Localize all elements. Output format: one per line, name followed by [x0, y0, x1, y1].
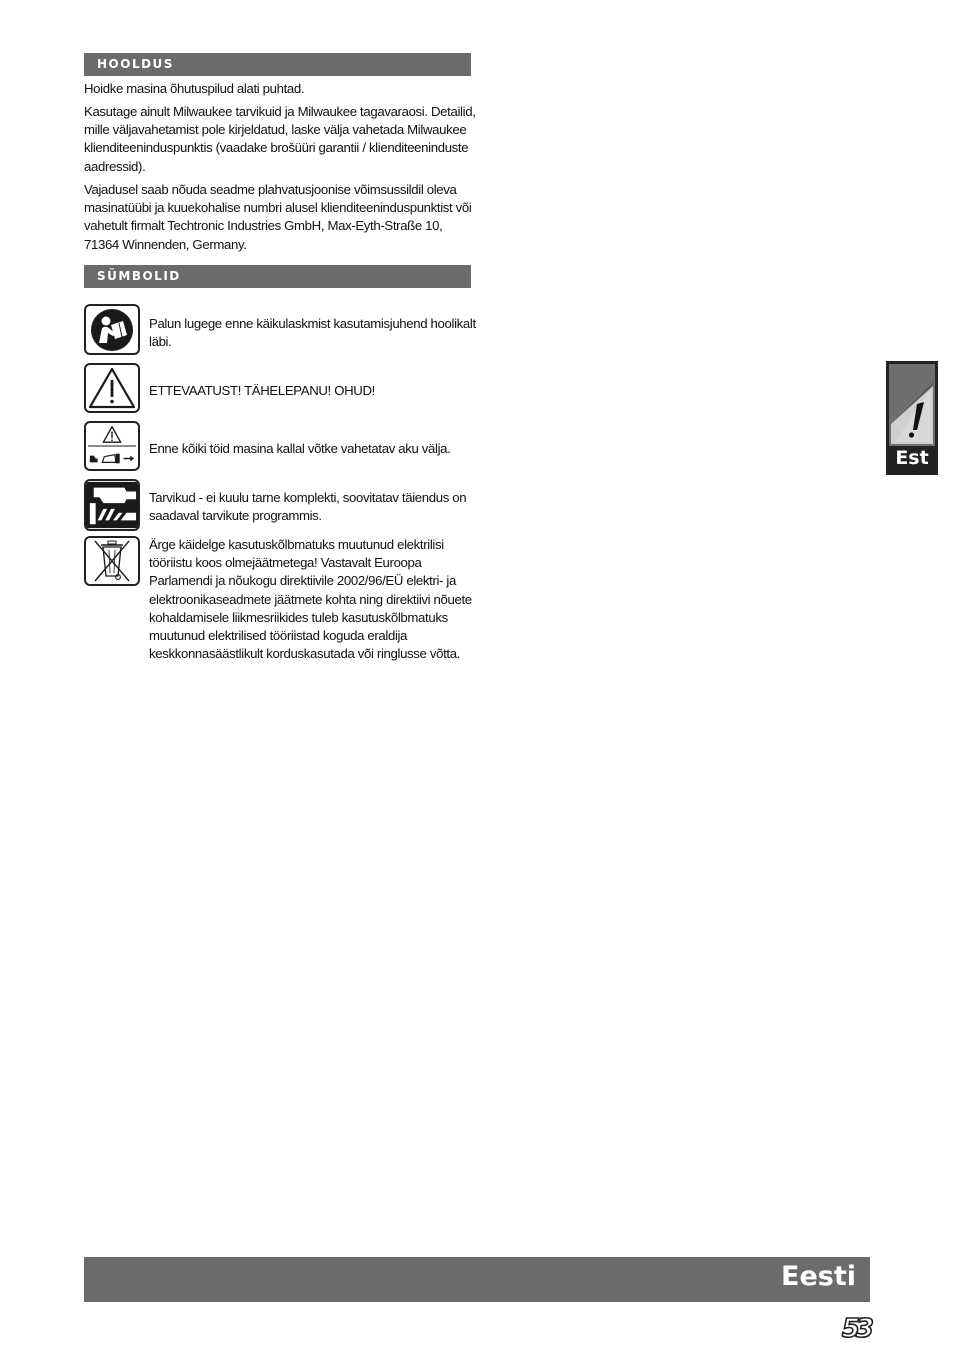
warning-exclamation-icon: [889, 364, 935, 446]
warning-triangle-icon: [84, 363, 140, 413]
accessory-drill-icon: [84, 479, 140, 531]
symbol-text-warning: ETTEVAATUST! TÄHELEPANU! OHUD!: [149, 383, 375, 398]
read-manual-icon: [84, 304, 140, 355]
language-tab-label: Est: [895, 447, 929, 469]
maintenance-paragraph-2: Kasutage ainult Milwaukee tarvikuid ja Milwaukee tagavaraosi. Detailid, mille väljavahetamist pole kirjeldatud, laske välja vahetada Milwaukee klienditeeninduspunktis (vaadake brošüüri garantii / klienditeeninduste aadressid).: [84, 104, 476, 174]
symbol-text-read-manual: Palun lugege enne käikulaskmist kasutamisjuhend hoolikalt läbi.: [149, 316, 476, 350]
section-header-symbols: SÜMBOLID: [84, 265, 471, 288]
remove-battery-icon: [84, 421, 140, 471]
crossed-bin-icon: [84, 536, 140, 586]
footer-language-label: Eesti: [781, 1261, 856, 1292]
page-number: 53: [841, 1314, 870, 1344]
symbol-text-remove-battery: Enne kõiki töid masina kallal võtke vahetatav aku välja.: [149, 441, 451, 456]
maintenance-paragraph-1: Hoidke masina õhutuspilud alati puhtad.: [84, 81, 305, 96]
section-header-maintenance: HOOLDUS: [84, 53, 471, 76]
language-side-tab: [886, 361, 938, 475]
symbol-text-disposal: Ärge käidelge kasutuskõlbmatuks muutunud elektrilisi tööriistu koos olmejäätmetega! Vastavalt Euroopa Parlamendi ja nõukogu direktiivile 2002/96/EÜ elektri- ja elektroonikaseadmete jäätmete kohta ning direktiivi nõuete kohaldamisele liikmesriikides tuleb kasutuskõlbmatuks muutunud elektrilised tööriistad koguda eraldija keskkonnasäästlikult korduskasutada või ringlusse võtta.: [149, 537, 472, 662]
symbol-text-accessory: Tarvikud - ei kuulu tarne komplekti, soovitatav täiendus on saadaval tarvikute programmis.: [149, 490, 467, 524]
footer-language-bar: [84, 1257, 870, 1302]
maintenance-paragraph-3: Vajadusel saab nõuda seadme plahvatusjoonise võimsussildil oleva masinatüübi ja kuuekohalise numbri alusel klienditeeninduspunktist või vahetult firmalt Techtronic Industries GmbH, Max-Eyth-Straße 10, 71364 Winnenden, Germany.: [84, 182, 472, 252]
